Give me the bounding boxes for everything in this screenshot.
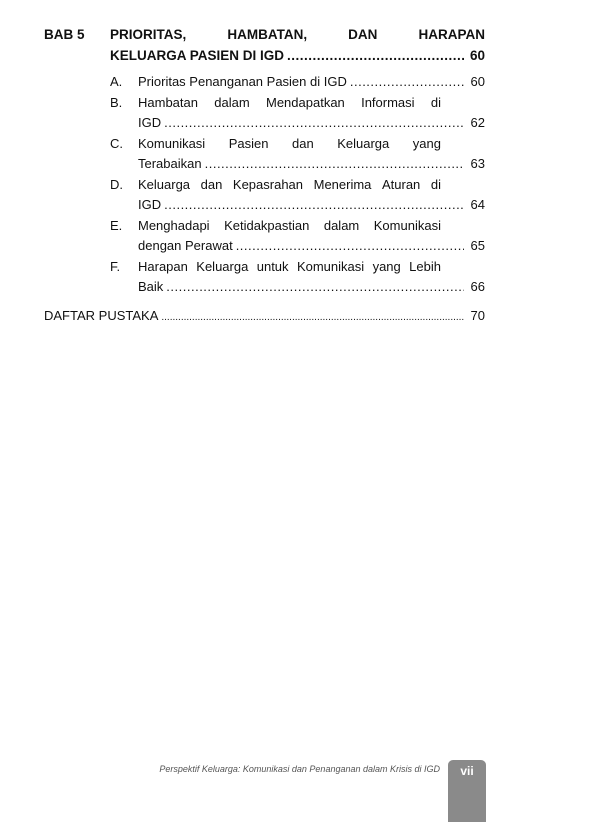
item-title-word: Aturan — [381, 176, 421, 192]
dot-leader — [164, 113, 464, 134]
chapter-title-line1 — [110, 24, 485, 45]
item-title-line — [138, 257, 485, 278]
item-title-word: Kepasrahan — [232, 176, 304, 192]
chapter-title-word: HAMBATAN, — [227, 27, 308, 42]
item-title-line — [138, 134, 485, 155]
chapter-title-line2 — [110, 45, 485, 66]
chapter-title-word: DAN — [348, 27, 378, 42]
item-title-last-line — [138, 113, 485, 134]
item-title-last-line — [138, 72, 485, 93]
item-title-text: dengan Perawat — [138, 238, 233, 253]
dot-leader — [205, 154, 464, 175]
item-title-word: Ketidakpastian — [224, 217, 310, 233]
item-title-word: Komunikasi — [296, 258, 365, 274]
item-title-line — [138, 216, 485, 237]
item-title-word: di — [430, 94, 441, 110]
dot-leader — [287, 45, 464, 66]
bibliography-entry[interactable] — [44, 306, 485, 328]
item-page-number: 63 — [470, 156, 485, 171]
item-title-line — [138, 175, 485, 196]
dot-leader — [166, 277, 464, 298]
item-title-last-line — [138, 154, 485, 175]
bibliography-label: DAFTAR PUSTAKA — [44, 307, 159, 323]
item-page-number: 66 — [470, 279, 485, 294]
item-page-number: 64 — [470, 197, 485, 212]
item-title-line — [138, 93, 485, 114]
dot-leader — [161, 308, 464, 328]
item-page-number: 60 — [470, 74, 485, 89]
item-title-last-line — [138, 277, 485, 298]
item-title-word: dalam — [323, 217, 360, 233]
item-title-word: dalam — [214, 94, 250, 110]
item-title-text: Prioritas Penanganan Pasien di IGD — [138, 74, 347, 89]
item-title-word: di — [430, 176, 441, 192]
bibliography-page-number: 70 — [470, 307, 485, 323]
item-title-word: Komunikasi — [138, 135, 206, 151]
item-title-text: Baik — [138, 279, 164, 294]
item-title-word: Pasien — [228, 135, 269, 151]
chapter-page-number: 60 — [469, 48, 485, 63]
item-title-word: Komunikasi — [373, 217, 441, 233]
item-letter: A. — [110, 74, 123, 89]
toc-item[interactable] — [110, 72, 485, 93]
item-title-word: Mendapatkan — [266, 94, 345, 110]
item-title-word: Keluarga — [196, 258, 249, 274]
item-title-text: IGD — [138, 197, 162, 212]
subsection-list — [110, 72, 485, 298]
item-page-number: 62 — [470, 115, 485, 130]
item-title-word: Informasi — [361, 94, 415, 110]
chapter-entry[interactable] — [44, 24, 485, 66]
dot-leader — [236, 236, 464, 257]
item-title-text: IGD — [138, 115, 162, 130]
running-footer-title: Perspektif Keluarga: Komunikasi dan Penanganan dalam Krisis di IGD — [159, 764, 440, 774]
toc-item[interactable] — [110, 175, 485, 216]
table-of-contents — [44, 24, 485, 328]
toc-item[interactable] — [110, 257, 485, 298]
chapter-title-word: HARAPAN — [418, 27, 485, 42]
dot-leader — [164, 195, 464, 216]
toc-item[interactable] — [110, 216, 485, 257]
item-title-word: Menghadapi — [138, 217, 210, 233]
item-title-word: Keluarga — [138, 176, 191, 192]
toc-item[interactable] — [110, 93, 485, 134]
item-title-word: Harapan — [138, 258, 188, 274]
item-title-word: yang — [372, 258, 401, 274]
item-letter: E. — [110, 217, 123, 233]
item-title-word: yang — [412, 135, 441, 151]
chapter-title-text: KELUARGA PASIEN DI IGD — [110, 48, 285, 63]
item-title-word: Keluarga — [337, 135, 390, 151]
item-title-word: dan — [200, 176, 223, 192]
item-letter: D. — [110, 176, 123, 192]
item-title-word: Menerima — [313, 176, 372, 192]
toc-item[interactable] — [110, 134, 485, 175]
item-title-last-line — [138, 236, 485, 257]
chapter-title-word: PRIORITAS, — [110, 27, 187, 42]
dot-leader — [350, 72, 464, 93]
page-number-tab — [448, 760, 486, 822]
item-letter: B. — [110, 94, 123, 110]
item-letter: C. — [110, 135, 123, 151]
item-letter: F. — [110, 258, 121, 274]
item-title-word: Hambatan — [138, 94, 198, 110]
item-title-word: Lebih — [409, 258, 441, 274]
item-title-word: dan — [291, 135, 314, 151]
item-title-last-line — [138, 195, 485, 216]
page-number: vii — [460, 764, 474, 778]
item-title-word: untuk — [256, 258, 289, 274]
item-page-number: 65 — [470, 238, 485, 253]
chapter-number: BAB 5 — [44, 27, 85, 42]
item-title-text: Terabaikan — [138, 156, 202, 171]
